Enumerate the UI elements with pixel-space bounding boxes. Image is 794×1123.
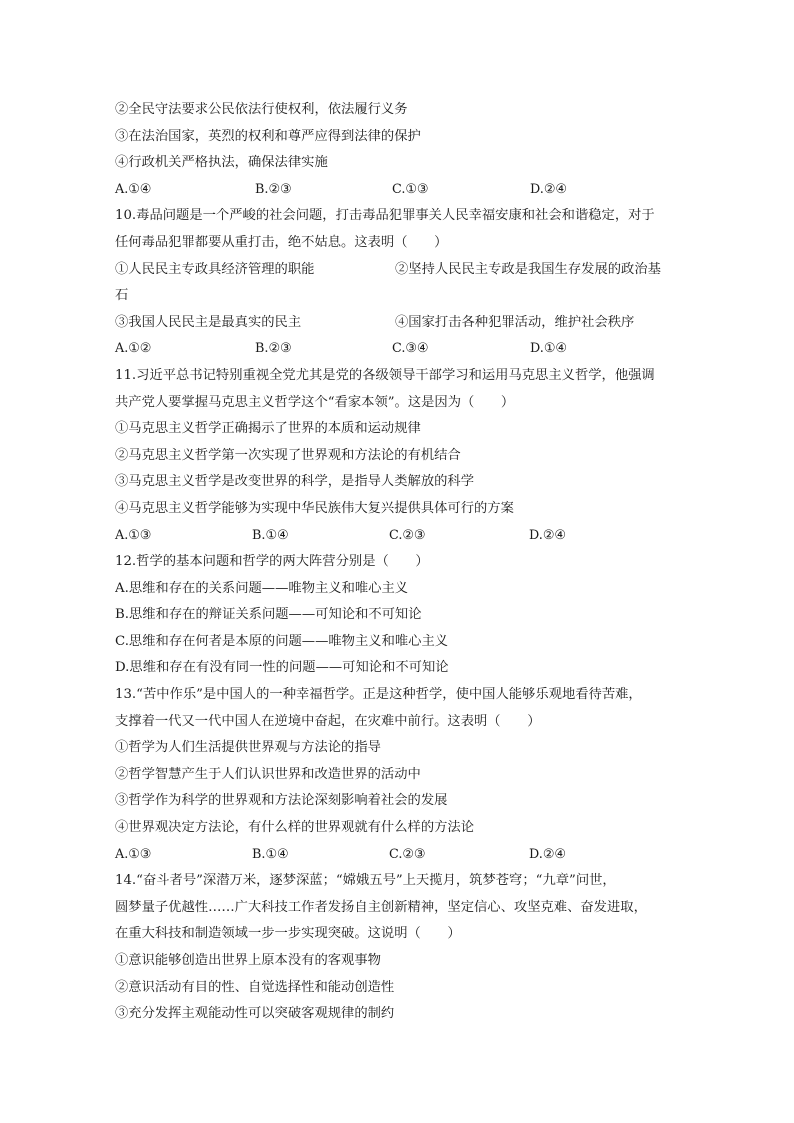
q10-choice-b[interactable]: B.②③ [255,341,292,357]
q13-choice-d[interactable]: D.②④ [529,846,566,862]
q9-option-3: ③在法治国家，英烈的权利和尊严应得到法律的保护 [115,128,421,144]
q12-option-a[interactable]: A.思维和存在的关系问题——唯物主义和唯心主义 [115,580,409,596]
q13-stem-line-1: 13.“苦中作乐”是中国人的一种幸福哲学。正是这种哲学，使中国人能够乐观地看待苦难， [115,687,642,703]
q10-choice-c[interactable]: C.③④ [392,341,429,357]
q13-choice-a[interactable]: A.①③ [115,846,152,862]
q9-choice-c[interactable]: C.①③ [392,181,429,197]
q10-option-2: ②坚持人民民主专政是我国生存发展的政治基 [395,261,661,277]
q12-stem: 12.哲学的基本问题和哲学的两大阵营分别是（ ） [115,554,429,570]
q10-options-row-1 [115,257,695,284]
q13-option-4: ④世界观决定方法论，有什么样的世界观就有什么样的方法论 [115,820,475,836]
q11-option-1: ①马克思主义哲学正确揭示了世界的本质和运动规律 [115,421,421,437]
q11-stem-line-2: 共产党人要掌握马克思主义哲学这个“看家本领”。这是因为（ ） [115,394,515,410]
q10-choice-d[interactable]: D.①④ [530,341,567,357]
q11-choices [115,523,695,550]
q13-stem-line-2: 支撑着一代又一代中国人在逆境中奋起，在灾难中前行。这表明（ ） [115,713,541,729]
q10-stem-line-2: 任何毒品犯罪都要从重打击，绝不姑息。这表明（ ） [115,234,448,250]
q10-option-3: ③我国人民民主是最真实的民主 [115,314,302,330]
q14-option-1: ①意识能够创造出世界上原本没有的客观事物 [115,953,381,968]
q13-option-3: ③哲学作为科学的世界观和方法论深刻影响着社会的发展 [115,793,448,809]
q11-choice-d[interactable]: D.②④ [529,527,566,543]
q9-option-2: ②全民守法要求公民依法行使权利，依法履行义务 [115,102,408,117]
q13-choices [115,842,695,869]
q14-stem-line-2: 圆梦量子优越性……广大科技工作者发扬自主创新精神，坚定信心、攻坚克难、奋发进取， [115,899,647,915]
q10-option-4: ④国家打击各种犯罪活动，维护社会秩序 [395,314,635,330]
q14-option-3: ③充分发挥主观能动性可以突破客观规律的制约 [115,1006,395,1022]
q13-option-1: ①哲学为人们生活提供世界观与方法论的指导 [115,740,381,756]
q11-option-3: ③马克思主义哲学是改变世界的科学，是指导人类解放的科学 [115,474,475,490]
q11-choice-b[interactable]: B.①④ [252,527,289,543]
q9-option-4: ④行政机关严格执法，确保法律实施 [115,155,328,171]
q14-stem-line-1: 14.“奋斗者号”深潜万米，逐梦深蓝；“嫦娥五号”上天揽月，筑梦苍穹；“九章”问世， [115,873,616,889]
q10-stem-line-1: 10.毒品问题是一个严峻的社会问题，打击毒品犯罪事关人民幸福安康和社会和谐稳定，对于 [115,208,655,224]
q10-option-1: ①人民民主专政具经济管理的职能 [115,261,315,277]
q12-option-d[interactable]: D.思维和存在有没有同一性的问题——可知论和不可知论 [115,660,449,676]
q10-options-row-2 [115,310,695,337]
q10-choices [115,336,695,363]
q12-option-c[interactable]: C.思维和存在何者是本原的问题——唯物主义和唯心主义 [115,633,449,649]
exam-page [115,97,695,1028]
q9-choice-b[interactable]: B.②③ [255,181,292,197]
q11-stem-line-1: 11.习近平总书记特别重视全党尤其是党的各级领导干部学习和运用马克思主义哲学，他强调 [115,367,655,383]
q10-choice-a[interactable]: A.①② [115,341,152,357]
q10-option-2-continued: 石 [115,288,129,304]
q9-choices [115,177,695,204]
q14-stem-line-3: 在重大科技和制造领域一步一步实现突破。这说明（ ） [115,926,461,942]
q11-choice-c[interactable]: C.②③ [389,527,426,543]
q12-option-b[interactable]: B.思维和存在的辩证关系问题——可知论和不可知论 [115,607,422,623]
q11-option-4: ④马克思主义哲学能够为实现中华民族伟大复兴提供具体可行的方案 [115,500,514,516]
q14-option-2: ②意识活动有目的性、自觉选择性和能动创造性 [115,979,395,995]
q11-choice-a[interactable]: A.①③ [115,527,152,543]
q9-choice-d[interactable]: D.②④ [530,181,567,197]
q11-option-2: ②马克思主义哲学第一次实现了世界观和方法论的有机结合 [115,447,461,463]
q13-option-2: ②哲学智慧产生于人们认识世界和改造世界的活动中 [115,766,421,782]
q13-choice-b[interactable]: B.①④ [252,846,289,862]
q13-choice-c[interactable]: C.②③ [389,846,426,862]
q9-choice-a[interactable]: A.①④ [115,181,152,197]
